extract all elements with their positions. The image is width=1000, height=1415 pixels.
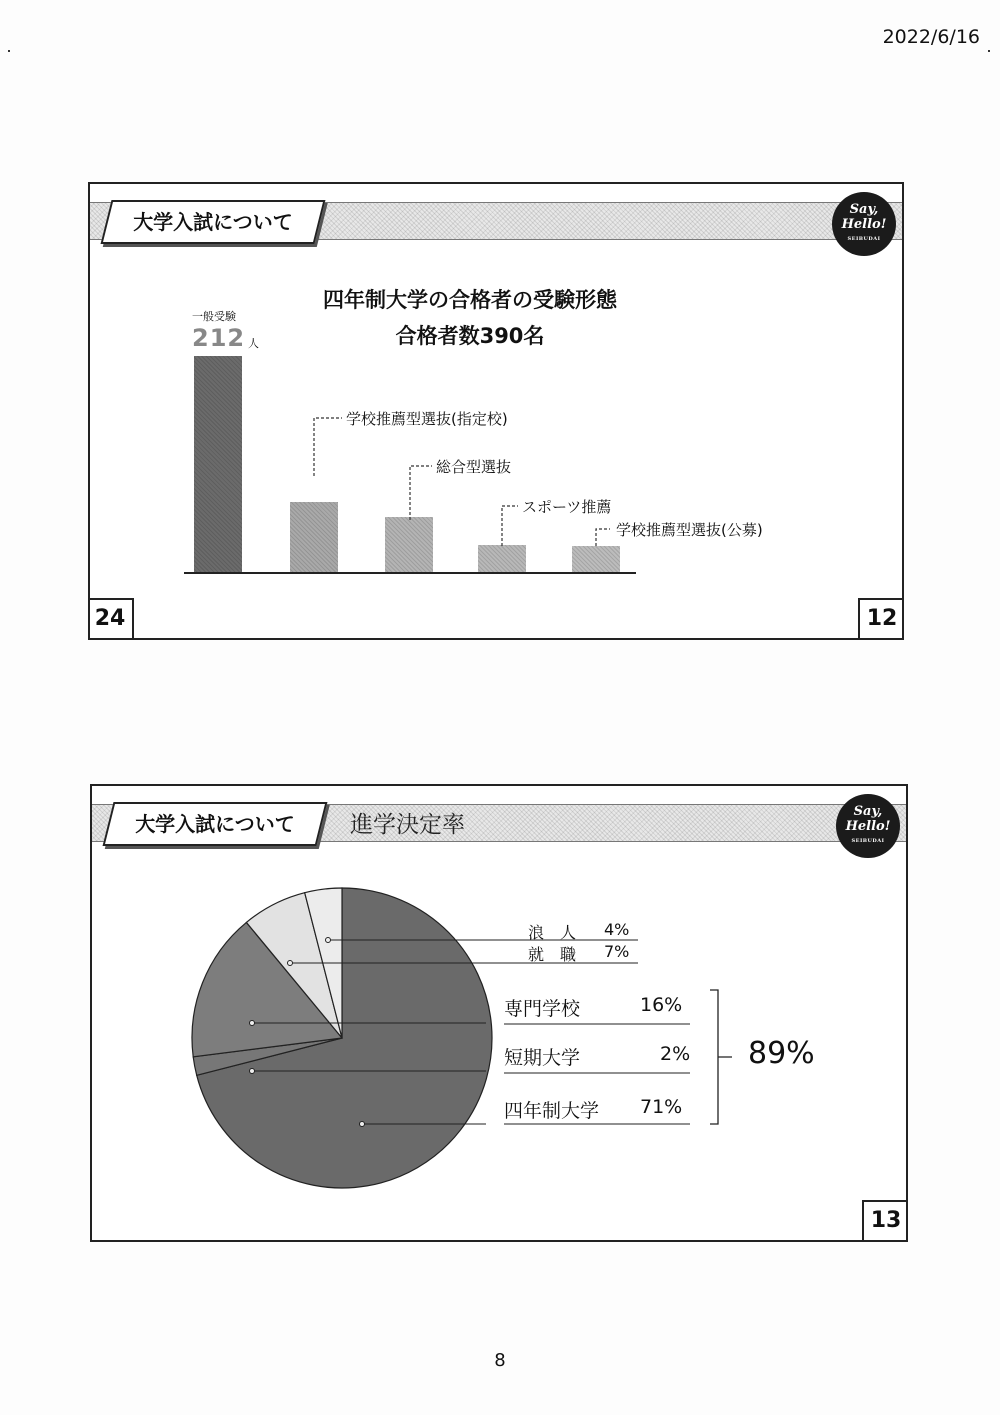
chart-title: 四年制大学の合格者の受験形態: [323, 288, 617, 312]
legend-value-shushoku: 7%: [604, 942, 630, 961]
logo-line2: Hello!: [845, 819, 891, 834]
chart-subtitle: 合格者数390名: [395, 324, 545, 348]
slide-number: 12: [858, 598, 904, 638]
slide-12: [88, 182, 904, 640]
leader-dot: [326, 938, 331, 943]
legend-value-senmon: 16%: [640, 994, 683, 1016]
slide-13: [90, 784, 908, 1242]
annotation-unit: 人: [248, 337, 259, 350]
pie-chart: [92, 786, 906, 1240]
slide-subtitle: 進学決定率: [350, 812, 465, 838]
bar-label: 学校推薦型選抜(公募): [616, 521, 763, 539]
leader-dot: [250, 1069, 255, 1074]
leader-dot: [288, 961, 293, 966]
legend-value-tanki: 2%: [660, 1043, 691, 1065]
group-bracket: [710, 990, 732, 1124]
leader-line: [314, 418, 342, 476]
leader-line: [502, 506, 518, 546]
leader-dot: [250, 1021, 255, 1026]
legend-label-shushoku: 就 職: [528, 945, 577, 964]
print-date: 2022/6/16: [882, 26, 980, 48]
slide-title-text: 大学入試について: [133, 210, 293, 234]
annotation-value: 212: [192, 324, 246, 352]
slide-title-text: 大学入試について: [135, 812, 295, 836]
logo-line2: Hello!: [841, 217, 887, 232]
logo-line3: SEIBUDAI: [847, 236, 881, 242]
left-page-number: 24: [88, 598, 134, 638]
annotation-label: 一般受験: [192, 310, 236, 323]
slide-number: 13: [862, 1200, 908, 1240]
logo-line3: SEIBUDAI: [851, 838, 885, 844]
legend-value-ronin: 4%: [604, 920, 630, 939]
page-number: 8: [494, 1350, 506, 1371]
bar-label: 総合型選抜: [436, 458, 512, 476]
legend-label-tanki: 短期大学: [504, 1047, 581, 1069]
leader-dot: [360, 1122, 365, 1127]
logo-line1: Say,: [853, 804, 883, 819]
legend-label-ronin: 浪 人: [528, 923, 577, 942]
speck: [8, 50, 10, 52]
bar-label: 学校推薦型選抜(指定校): [346, 410, 508, 428]
speck: [988, 50, 990, 52]
legend-label-yonen: 四年制大学: [504, 1100, 600, 1122]
leader-line: [596, 529, 610, 546]
logo-line1: Say,: [849, 202, 879, 217]
leader-line: [410, 466, 432, 520]
legend-value-yonen: 71%: [640, 1096, 683, 1118]
bar-label: スポーツ推薦: [522, 498, 612, 516]
legend-label-senmon: 専門学校: [504, 998, 581, 1020]
total-percentage: 89%: [748, 1036, 815, 1071]
